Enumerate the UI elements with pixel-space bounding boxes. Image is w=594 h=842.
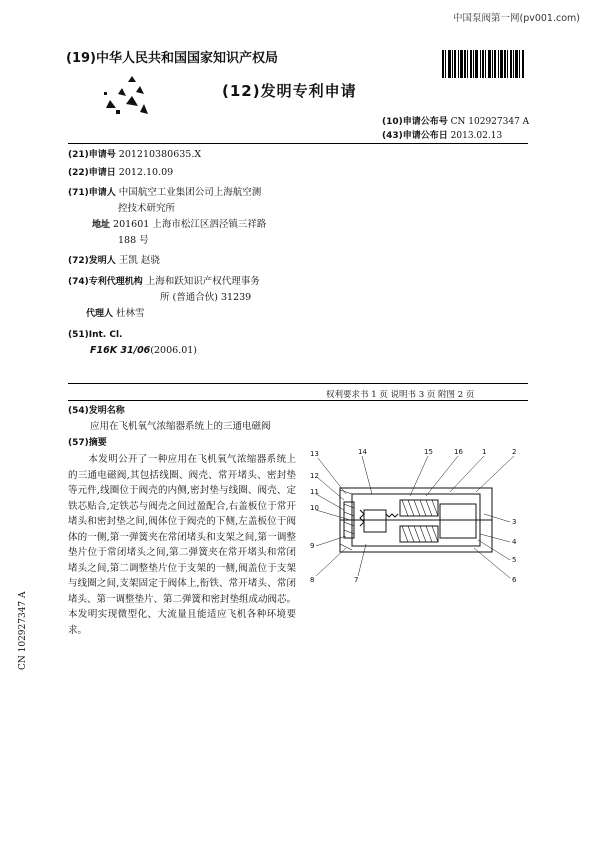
application-number: (21)申请号 201210380635.X [68,149,202,160]
agency-line2: 所 (普通合伙) 31239 [160,292,252,303]
label-1: 1 [482,448,487,456]
label-13: 13 [310,450,319,458]
org-name: 中华人民共和国国家知识产权局 [95,51,278,66]
label-4: 4 [512,538,517,546]
label-10: 10 [310,504,319,512]
inventors: (72)发明人 王凯 赵骁 [68,255,160,266]
label-9: 9 [310,542,315,550]
label-3: 3 [512,518,517,526]
applicant-line2: 控技术研究所 [118,203,176,214]
label-7: 7 [354,576,359,584]
label-16: 16 [454,448,463,456]
doc-type-title: 发明专利申请 [260,82,357,100]
publication-number: (10)申请公布号 CN 102927347 A [382,117,530,127]
label-8: 8 [310,576,315,584]
biblio-divider-bottom [68,400,528,401]
invention-title-label: (54)发明名称 [68,406,125,416]
label-6: 6 [512,576,517,584]
address: 地址 201601 上海市松江区泗泾镇三祥路 [92,219,267,230]
doc-code: (12) [222,82,261,100]
valve-drawing [300,444,532,594]
label-15: 15 [424,448,433,456]
label-14: 14 [358,448,367,456]
applicant: (71)申请人 中国航空工业集团公司上海航空测 [68,187,262,198]
patent-agency: (74)专利代理机构 上海和跃知识产权代理事务 [68,276,260,287]
page-counts: 权利要求书 1 页 说明书 3 页 附图 2 页 [326,390,475,400]
invention-title: 应用在飞机氧气浓缩器系统上的三通电磁阀 [90,421,271,432]
document-type [222,80,357,101]
label-12: 12 [310,472,319,480]
issuing-office [66,47,278,66]
agent: 代理人 杜林雪 [86,308,145,319]
label-2: 2 [512,448,517,456]
address-line2: 188 号 [118,235,149,246]
barcode [442,50,534,78]
org-code: (19) [66,51,96,66]
abstract-label: (57)摘要 [68,438,107,448]
cnipa-logo [96,72,156,118]
abstract-text: 本发明公开了一种应用在飞机氧气浓缩器系统上的三通电磁阀,其包括线圈、阀壳、常开堵头、密封垫等元件,线圈位于阀壳的内侧,密封垫与线圈、阀壳、定铁芯贴合,定铁芯与阀壳之间过盈配合,右盖板位于常开堵头和密封垫之间,阀体位于阀壳的下侧,左盖板位于阀体的一侧,第一弹簧夹在常闭堵头和支架之间,第一调整垫片位于常闭堵头之间,第二弹簧夹在常开堵头和常闭堵头之间,第二调整垫片位于支架的一侧,阀盖位于支架与线圈之间,支架固定于阀体上,衔铁、常开堵头、常闭堵头、第一调整垫片、第二弹簧和密封垫组成动阀芯。本发明实现微型化、大流量且能适应飞机各种环境要求。 [68,454,297,636]
int-cl-value: F16K 31/06(2006.01) [90,345,197,356]
biblio-divider-top [68,383,528,384]
int-cl-label: (51)Int. Cl. [68,330,123,340]
publication-date: (43)申请公布日 2013.02.13 [382,131,503,141]
site-watermark: 中国泵阀第一网(pv001.com) [452,13,580,24]
side-pub-number: CN 102927347 A [18,591,28,670]
label-11: 11 [310,488,319,496]
label-5: 5 [512,556,517,564]
filing-date: (22)申请日 2012.10.09 [68,167,174,178]
header-divider [68,143,528,144]
